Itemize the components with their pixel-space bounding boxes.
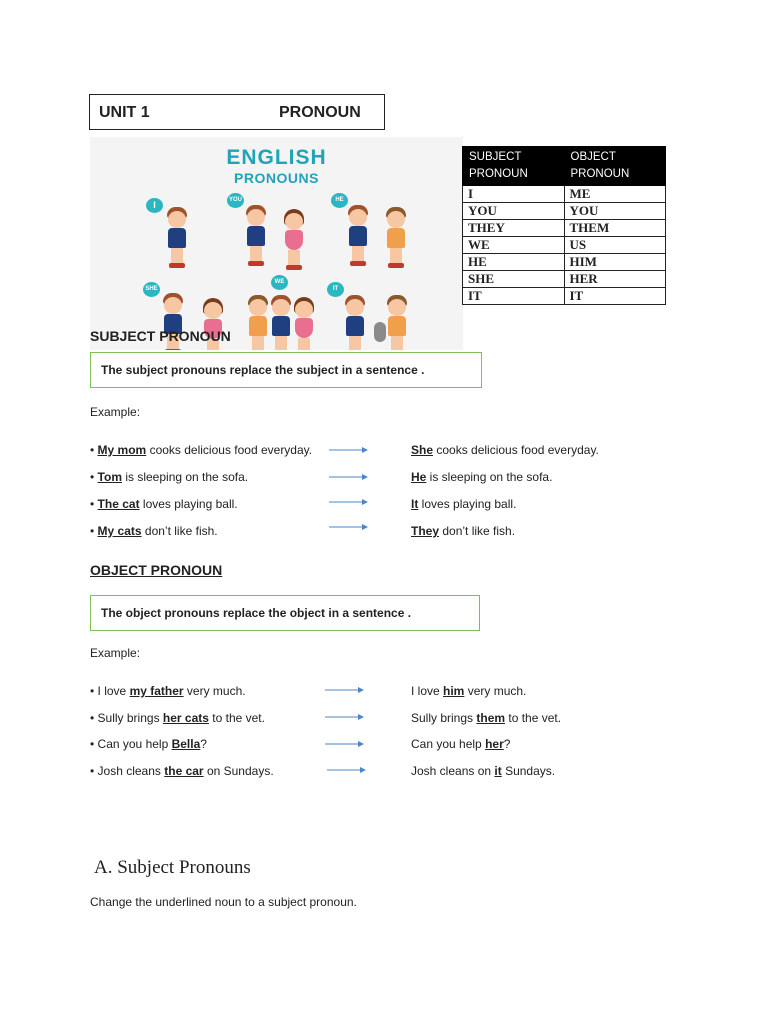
example-sentence: • My cats don’t like fish.: [90, 524, 218, 538]
subject-heading: SUBJECT PRONOUN: [90, 328, 231, 344]
table-cell: SHE: [463, 271, 565, 288]
table-row: [463, 254, 666, 271]
arrow-icon: [329, 523, 369, 531]
speech-bubble: YOU: [227, 193, 244, 208]
object-definition-box: [90, 595, 480, 631]
object-definition: The object pronouns replace the object in a sentence .: [101, 606, 412, 620]
speech-bubble: WE: [271, 275, 288, 290]
example-label: Example:: [90, 646, 141, 660]
example-sentence: • Sully brings her cats to the vet.: [90, 711, 265, 725]
table-header: OBJECT PRONOUN: [564, 147, 666, 186]
speech-bubble: SHE: [143, 282, 160, 297]
example-sentence: • Tom is sleeping on the sofa.: [90, 470, 249, 484]
subject-definition-box: [90, 352, 482, 388]
table-cell: THEM: [564, 220, 666, 237]
arrow-icon: [325, 740, 365, 748]
pronoun-sentence: Josh cleans on it Sundays.: [411, 764, 556, 778]
example-sentence: • My mom cooks delicious food everyday.: [90, 443, 313, 457]
cat-icon: [374, 322, 386, 342]
example-sentence: • The cat loves playing ball.: [90, 497, 238, 511]
table-row: [463, 271, 666, 288]
kid-figure: [243, 205, 269, 267]
subject-definition: The subject pronouns replace the subject in a sentence .: [101, 363, 425, 377]
table-row: [463, 186, 666, 203]
exercise-title: A. Subject Pronouns: [94, 857, 251, 878]
table-header: SUBJECT PRONOUN: [463, 147, 565, 186]
kid-figure: [281, 209, 307, 271]
table-row: [463, 237, 666, 254]
table-cell: THEY: [463, 220, 565, 237]
table-cell: YOU: [564, 203, 666, 220]
example-sentence: • Josh cleans the car on Sundays.: [90, 764, 274, 778]
arrow-icon: [329, 446, 369, 454]
kid-figure: [342, 295, 368, 350]
table-cell: IT: [463, 288, 565, 305]
pronoun-table: [462, 146, 666, 305]
topic-label: PRONOUN: [279, 104, 361, 121]
pronoun-sentence: Sully brings them to the vet.: [411, 711, 562, 725]
table-cell: ME: [564, 186, 666, 203]
kid-figure: [345, 205, 371, 267]
pronoun-sentence: She cooks delicious food everyday.: [411, 443, 599, 457]
table-row: [463, 220, 666, 237]
unit-label: UNIT 1: [99, 104, 150, 121]
pronoun-sentence: He is sleeping on the sofa.: [411, 470, 553, 484]
arrow-icon: [327, 766, 367, 774]
example-label: Example:: [90, 405, 141, 419]
table-cell: WE: [463, 237, 565, 254]
arrow-icon: [325, 713, 365, 721]
arrow-icon: [325, 686, 365, 694]
table-cell: US: [564, 237, 666, 254]
kid-figure: [384, 295, 410, 350]
illustration-subtitle: PRONOUNS: [234, 170, 319, 186]
table-cell: HER: [564, 271, 666, 288]
kid-figure: [164, 207, 190, 269]
pronouns-illustration: [90, 137, 463, 350]
pronoun-sentence: They don’t like fish.: [411, 524, 516, 538]
illustration-title: ENGLISH: [226, 146, 327, 169]
table-row: [463, 288, 666, 305]
pronoun-sentence: It loves playing ball.: [411, 497, 517, 511]
kid-figure: [291, 297, 317, 350]
example-sentence: • I love my father very much.: [90, 684, 246, 698]
table-header-row: [463, 147, 666, 186]
speech-bubble: I: [146, 198, 163, 213]
speech-bubble: IT: [327, 282, 344, 297]
arrow-icon: [329, 473, 369, 481]
kid-figure: [383, 207, 409, 269]
table-cell: YOU: [463, 203, 565, 220]
exercise-instruction: Change the underlined noun to a subject pronoun.: [90, 895, 357, 909]
pronoun-sentence: Can you help her?: [411, 737, 511, 751]
example-sentence: • Can you help Bella?: [90, 737, 207, 751]
object-heading: OBJECT PRONOUN: [90, 562, 223, 578]
pronoun-sentence: I love him very much.: [411, 684, 527, 698]
speech-bubble: HE: [331, 193, 348, 208]
table-cell: I: [463, 186, 565, 203]
unit-header: [89, 94, 385, 130]
table-cell: HIM: [564, 254, 666, 271]
table-cell: IT: [564, 288, 666, 305]
table-cell: HE: [463, 254, 565, 271]
table-row: [463, 203, 666, 220]
arrow-icon: [329, 498, 369, 506]
